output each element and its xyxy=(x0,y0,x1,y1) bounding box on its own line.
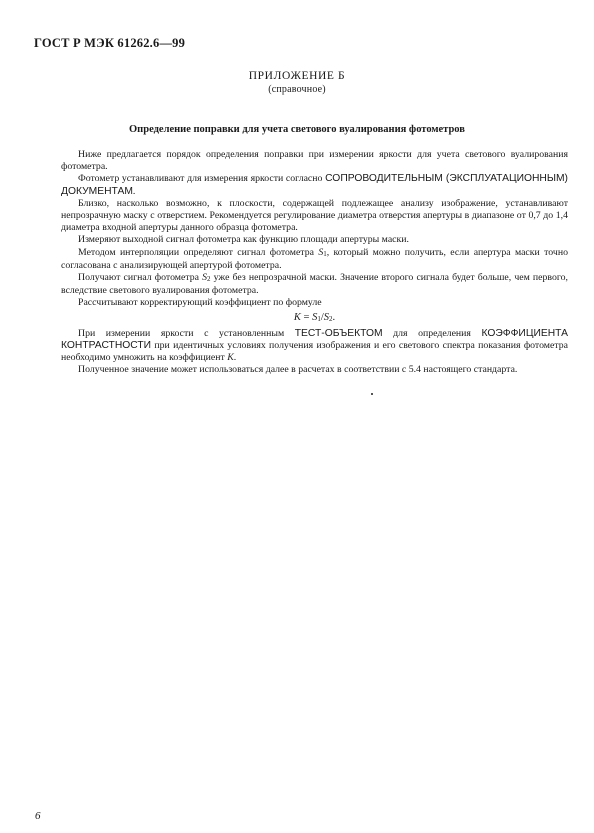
variable-s2: S xyxy=(323,311,329,323)
document-header: ГОСТ Р МЭК 61262.6—99 xyxy=(34,36,186,50)
text-segment: при идентичных условиях получения изображения и его светового спектра показания фотометра необходимо умножить на коэффициент xyxy=(61,340,568,364)
division-slash: / xyxy=(320,311,324,323)
text-segment: уже без непрозрачной маски. Значение второго сигнала будет больше, чем первого, вследствие светового вуалирования фотометра. xyxy=(61,272,568,297)
text-segment: Фотометр устанавливают для измерения яркости согласно xyxy=(78,173,326,185)
term-contrast-coefficient: КОЭФФИЦИЕНТА КОНТРАСТНОСТИ xyxy=(61,327,568,352)
variable-s: S xyxy=(202,272,208,284)
subscript: 1 xyxy=(317,314,321,323)
text-segment: . xyxy=(132,185,136,197)
paragraph-intro: Ниже предлагается порядок определения поправки при измерении яркости для учета светового вуалирования фотометра. xyxy=(61,149,568,173)
paragraph-measure: Измеряют выходной сигнал фотометра как функцию площади апертуры маски. xyxy=(78,234,409,246)
paragraph-interpolation xyxy=(61,247,568,272)
page-number: 6 xyxy=(35,810,41,822)
correction-formula xyxy=(61,312,568,325)
scan-speck xyxy=(371,393,373,395)
variable-k: K xyxy=(227,352,234,364)
text-segment: , который можно получить, если апертура маски точно согласована с анализирующей апертурой фотометра. xyxy=(61,246,568,271)
appendix-title: ПРИЛОЖЕНИЕ Б xyxy=(248,70,346,82)
subscript: 2 xyxy=(207,275,211,284)
appendix-heading xyxy=(0,70,594,96)
text-segment: Методом интерполяции определяют сигнал фотометра xyxy=(78,246,319,258)
document-body xyxy=(61,149,568,377)
appendix-subtitle: (справочное) xyxy=(268,84,326,95)
formula-end: . xyxy=(332,311,336,323)
variable-s1: S xyxy=(312,311,318,323)
paragraph-second-signal xyxy=(61,272,568,297)
variable-k: K xyxy=(293,311,301,323)
paragraph-photometer-setup xyxy=(61,173,568,197)
section-title: Определение поправки для учета светового вуалирования фотометров xyxy=(129,124,465,135)
subscript: 1 xyxy=(323,249,327,258)
term-accompanying-documents: СОПРОВОДИТЕЛЬНЫМ (ЭКСПЛУАТАЦИОННЫМ) ДОКУМЕНТАМ xyxy=(61,173,568,197)
text-segment: При измерении яркости с установленным xyxy=(78,327,295,339)
text-segment: . xyxy=(233,352,237,364)
paragraph-contrast xyxy=(61,328,568,365)
paragraph-mask: Близко, насколько возможно, к плоскости, содержащей подлежащее анализу изображение, устанавливают непрозрачную маску с отверстием. Рекомендуется регулирование диаметра отверстия апертуры в диапазоне от 0,7 до 1,4 диаметра входной апертуры данного образца фотометра. xyxy=(61,197,568,234)
equals-sign: = xyxy=(300,311,313,323)
paragraph-conclusion: Полученное значение может использоваться далее в расчетах в соответствии с 5.4 настоящего стандарта. xyxy=(78,364,518,376)
subscript: 2 xyxy=(328,314,333,323)
variable-s: S xyxy=(318,246,324,258)
term-test-object: ТЕСТ-ОБЪЕКТОМ xyxy=(294,327,383,339)
text-segment: для определения xyxy=(382,327,482,339)
paragraph-formula-intro: Рассчитывают корректирующий коэффициент по формуле xyxy=(78,297,322,309)
text-segment: Получают сигнал фотометра xyxy=(78,272,203,284)
